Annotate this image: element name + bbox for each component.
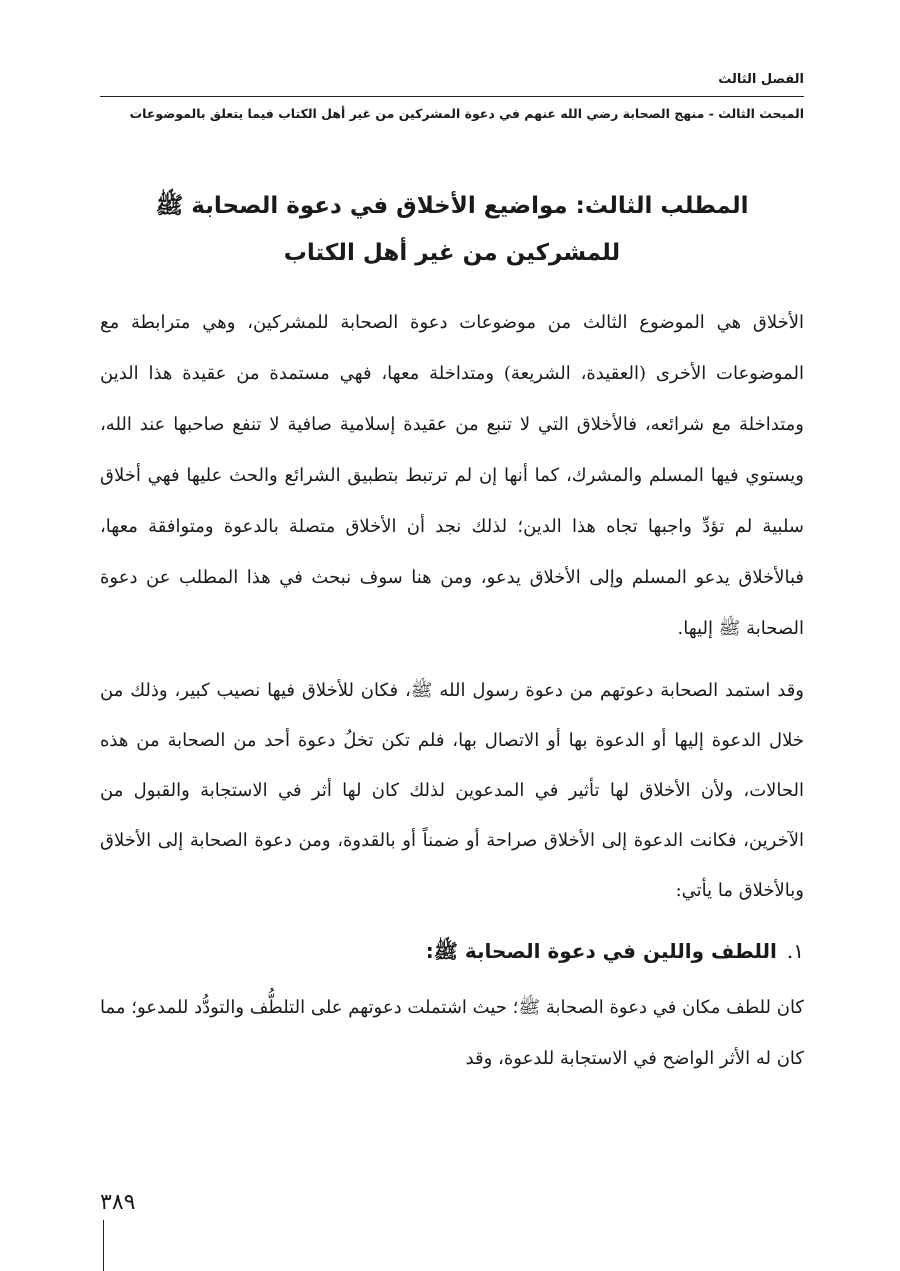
paragraph-3: كان للطف مكان في دعوة الصحابة ﷺ؛ حيث اشتملت دعوتهم على التلطُّف والتودُّد للمدعو؛ مما كان له الأثر الواضح في الاستجابة للدعوة، وقد bbox=[100, 997, 804, 1069]
section-title: المبحث الثالث - منهج الصحابة رضي الله عنهم في دعوة المشركين من غير أهل الكتاب فيما يتعلق بالموضوعات bbox=[129, 106, 804, 121]
running-header bbox=[100, 70, 804, 125]
page-title bbox=[100, 183, 804, 277]
list-item-heading bbox=[100, 926, 804, 976]
page-number-rule bbox=[103, 1220, 104, 1271]
main-content bbox=[100, 183, 804, 1084]
chapter-title: الفصل الثالث bbox=[718, 72, 804, 87]
header-divider bbox=[100, 96, 804, 97]
list-item-label: اللطف واللين في دعوة الصحابة ﷺ: bbox=[425, 939, 777, 963]
title-line-2: للمشركين من غير أهل الكتاب bbox=[283, 240, 621, 266]
page-number: ٣٨٩ bbox=[100, 1190, 136, 1215]
list-item-number: ١. bbox=[786, 939, 804, 963]
title-line-1: المطلب الثالث: مواضيع الأخلاق في دعوة الصحابة ﷺ bbox=[155, 193, 749, 219]
paragraph-1: الأخلاق هي الموضوع الثالث من موضوعات دعوة الصحابة للمشركين، وهي مترابطة مع الموضوعات الأخرى (العقيدة، الشريعة) ومتداخلة معها، فهي مستمدة من عقيدة هذا الدين ومتداخلة مع شرائعه، فالأخلاق التي لا تنبع من عقيدة إسلامية صافية لا تنفع صاحبها عند الله، ويستوي فيها المسلم والمشرك، كما أنها إن لم ترتبط بتطبيق الشرائع والحث عليها فهي أخلاق سلبية لم تؤدِّ واجبها تجاه هذا الدين؛ لذلك نجد أن الأخلاق متصلة بالدعوة ومتوافقة معها، فبالأخلاق يدعو المسلم وإلى الأخلاق يدعو، ومن هنا سوف نبحث في هذا المطلب عن دعوة الصحابة ﷺ إليها. bbox=[100, 312, 804, 639]
paragraph-2: وقد استمد الصحابة دعوتهم من دعوة رسول الله ﷺ، فكان للأخلاق فيها نصيب كبير، وذلك من خلال الدعوة إليها أو الدعوة بها أو الاتصال بها، فلم تكن تخلُ دعوة أحد من الصحابة من هذه الحالات، ولأن الأخلاق لها تأثير في المدعوين لذلك كان لها أثر في الاستجابة والقبول من الآخرين، فكانت الدعوة إلى الأخلاق صراحة أو ضمناً أو بالقدوة، ومن دعوة الصحابة إلى الأخلاق وبالأخلاق ما يأتي: bbox=[100, 680, 804, 901]
